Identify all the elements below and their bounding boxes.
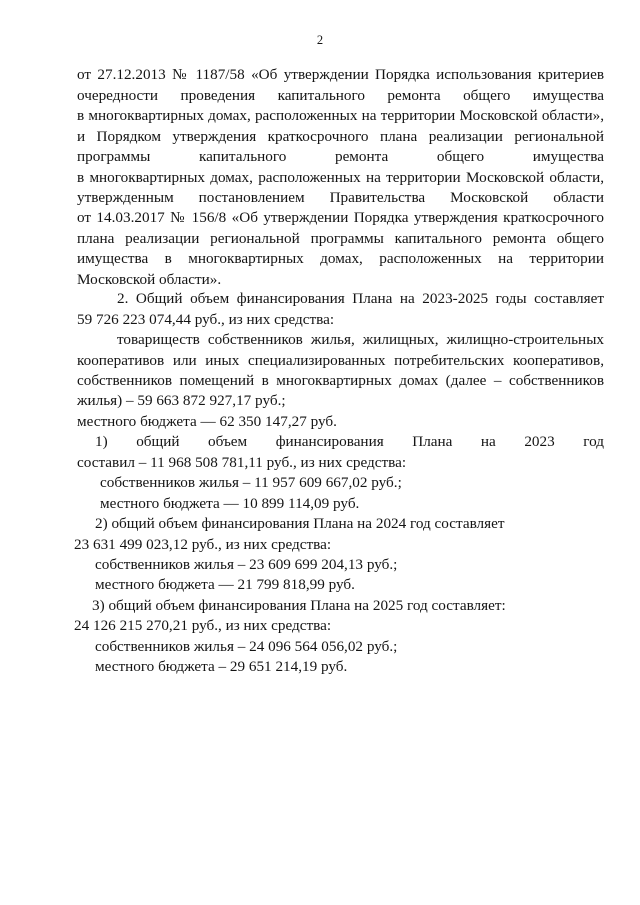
text-line: и Порядком утверждения краткосрочного плана реализации региональной (77, 128, 604, 145)
text-line: Московской области». (77, 271, 222, 288)
text-line: собственников жилья – 24 096 564 056,02 руб.; (95, 638, 398, 655)
text-line: жилья) – 59 663 872 927,17 руб.; (77, 392, 286, 409)
text-line: утвержденным постановлением Правительства Московской области (77, 189, 604, 206)
text-line: собственников помещений в многоквартирных домах (далее – собственников (77, 372, 604, 389)
text-line: 1) общий объем финансирования Плана на 2023 год (95, 433, 604, 450)
text-line: товариществ собственников жилья, жилищных, жилищно-строительных (117, 331, 604, 348)
text-line: 23 631 499 023,12 руб., из них средства: (74, 536, 332, 553)
text-line: кооперативов или иных специализированных потребительских кооперативов, (77, 352, 604, 369)
text-line: от 27.12.2013 № 1187/58 «Об утверждении Порядка использования критериев (77, 66, 604, 83)
text-line: 2) общий объем финансирования Плана на 2024 год составляет (95, 515, 505, 532)
text-line: в многоквартирных домах, расположенных на территории Московской области, (77, 169, 604, 186)
text-line: 2. Общий объем финансирования Плана на 2023-2025 годы составляет (117, 290, 604, 307)
text-line: очередности проведения капитального ремонта общего имущества (77, 87, 604, 104)
text-line: программы капитального ремонта общего имущества (77, 148, 604, 165)
text-line: местного бюджета — 21 799 818,99 руб. (95, 576, 355, 593)
text-line: местного бюджета — 10 899 114,09 руб. (100, 495, 360, 512)
text-line: 24 126 215 270,21 руб., из них средства: (74, 617, 332, 634)
text-line: составил – 11 968 508 781,11 руб., из них средства: (77, 454, 407, 471)
text-line: имущества в многоквартирных домах, расположенных на территории (77, 250, 604, 267)
text-line: 3) общий объем финансирования Плана на 2025 год составляет: (92, 597, 506, 614)
text-line: местного бюджета – 29 651 214,19 руб. (95, 658, 348, 675)
page-number: 2 (316, 33, 324, 47)
text-line: плана реализации региональной программы капитального ремонта общего (77, 230, 604, 247)
text-line: собственников жилья – 23 609 699 204,13 руб.; (95, 556, 398, 573)
text-line: в многоквартирных домах, расположенных на территории Московской области», (77, 107, 604, 124)
text-line: местного бюджета — 62 350 147,27 руб. (77, 413, 337, 430)
text-line: 59 726 223 074,44 руб., из них средства: (77, 311, 335, 328)
text-line: собственников жилья – 11 957 609 667,02 руб.; (100, 474, 402, 491)
text-line: от 14.03.2017 № 156/8 «Об утверждении Порядка утверждения краткосрочного (77, 209, 604, 226)
